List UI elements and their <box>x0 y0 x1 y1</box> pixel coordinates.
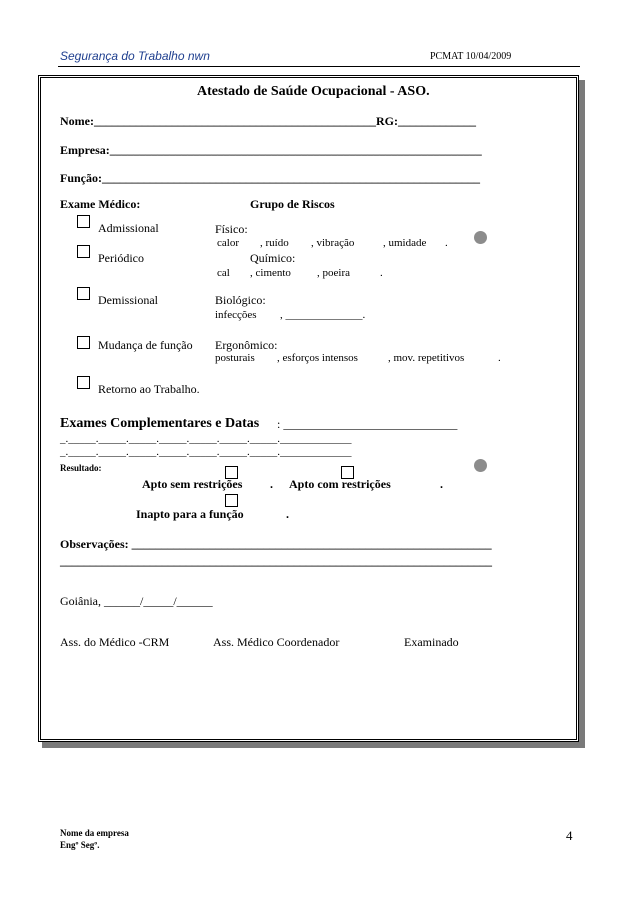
fisico-label: Físico: <box>215 222 248 236</box>
biologico-label: Biológico: <box>215 293 266 307</box>
retorno-trabalho-label: Retorno ao Trabalho. <box>98 382 200 396</box>
observacoes-line[interactable]: ________________________________________________________________________ <box>60 554 492 568</box>
biologico-infeccoes: infecções <box>215 309 257 321</box>
circle-marker <box>474 231 487 244</box>
exame-medico-label: Exame Médico: <box>60 197 141 211</box>
quimico-end-dot: . <box>380 267 383 279</box>
form-title: Atestado de Saúde Ocupacional - ASO. <box>197 84 430 99</box>
observacoes-field[interactable]: Observações: ____________________________________________________________ <box>60 537 492 551</box>
periodico-checkbox[interactable] <box>77 245 90 258</box>
ergonomico-label: Ergonômico: <box>215 338 278 352</box>
complementares-blank[interactable]: : _____________________________ <box>277 417 458 431</box>
inapto-label: Inapto para a função <box>136 507 244 521</box>
fisico-vibracao: , vibração <box>311 237 355 249</box>
header-right: PCMAT 10/04/2009 <box>430 51 512 62</box>
complementares-line-1[interactable]: _._____._____._____._____._____._____._____._____________ <box>60 433 352 445</box>
apto-com-restricoes-label: Apto com restrições <box>289 477 391 491</box>
ergo-end-dot: . <box>498 352 501 364</box>
quimico-cimento: , cimento <box>250 267 291 279</box>
biologico-blank[interactable]: , ______________. <box>280 309 366 321</box>
inapto-dot: . <box>286 507 289 521</box>
complementares-line-2[interactable]: _._____._____._____._____._____._____._____._____________ <box>60 446 352 458</box>
quimico-poeira: , poeira <box>317 267 350 279</box>
resultado-label: Resultado: <box>60 463 102 473</box>
mudanca-funcao-checkbox[interactable] <box>77 336 90 349</box>
circle-marker <box>474 459 487 472</box>
fisico-calor: calor <box>217 237 239 249</box>
quimico-cal: cal <box>217 267 230 279</box>
header-divider <box>58 66 580 67</box>
inapto-checkbox[interactable] <box>225 494 238 507</box>
footer-engineer: Engº Segº. <box>60 840 100 850</box>
empresa-field[interactable]: Empresa:______________________________________________________________ <box>60 143 482 157</box>
admissional-label: Admissional <box>98 221 159 235</box>
header-left: Segurança do Trabalho nwn <box>60 49 210 63</box>
grupo-riscos-label: Grupo de Riscos <box>250 197 335 211</box>
assinatura-examinado: Examinado <box>404 635 459 649</box>
retorno-trabalho-checkbox[interactable] <box>77 376 90 389</box>
nome-field[interactable]: Nome:_______________________________________________RG:_____________ <box>60 114 476 128</box>
footer-company: Nome da empresa <box>60 828 129 838</box>
ergo-esforcos: , esforços intensos <box>277 352 358 364</box>
apto-sem-dot: . <box>270 477 273 491</box>
periodico-label: Periódico <box>98 251 144 265</box>
funcao-field[interactable]: Função:_______________________________________________________________ <box>60 171 480 185</box>
demissional-label: Demissional <box>98 293 158 307</box>
fisico-end-dot: . <box>445 237 448 249</box>
mudanca-funcao-label: Mudança de função <box>98 338 193 352</box>
fisico-ruido: , ruído <box>260 237 289 249</box>
demissional-checkbox[interactable] <box>77 287 90 300</box>
assinatura-coordenador: Ass. Médico Coordenador <box>213 635 340 649</box>
ergo-mov: , mov. repetitivos <box>388 352 465 364</box>
admissional-checkbox[interactable] <box>77 215 90 228</box>
apto-com-dot: . <box>440 477 443 491</box>
assinatura-medico: Ass. do Médico -CRM <box>60 635 170 649</box>
complementares-label: Exames Complementares e Datas <box>60 416 260 431</box>
page-number: 4 <box>566 828 573 843</box>
ergo-posturais: posturais <box>215 352 255 364</box>
quimico-label: Químico: <box>250 251 296 265</box>
local-data[interactable]: Goiânia, ______/_____/______ <box>60 594 213 608</box>
fisico-umidade: , umidade <box>383 237 427 249</box>
apto-sem-restricoes-label: Apto sem restrições <box>142 477 243 491</box>
